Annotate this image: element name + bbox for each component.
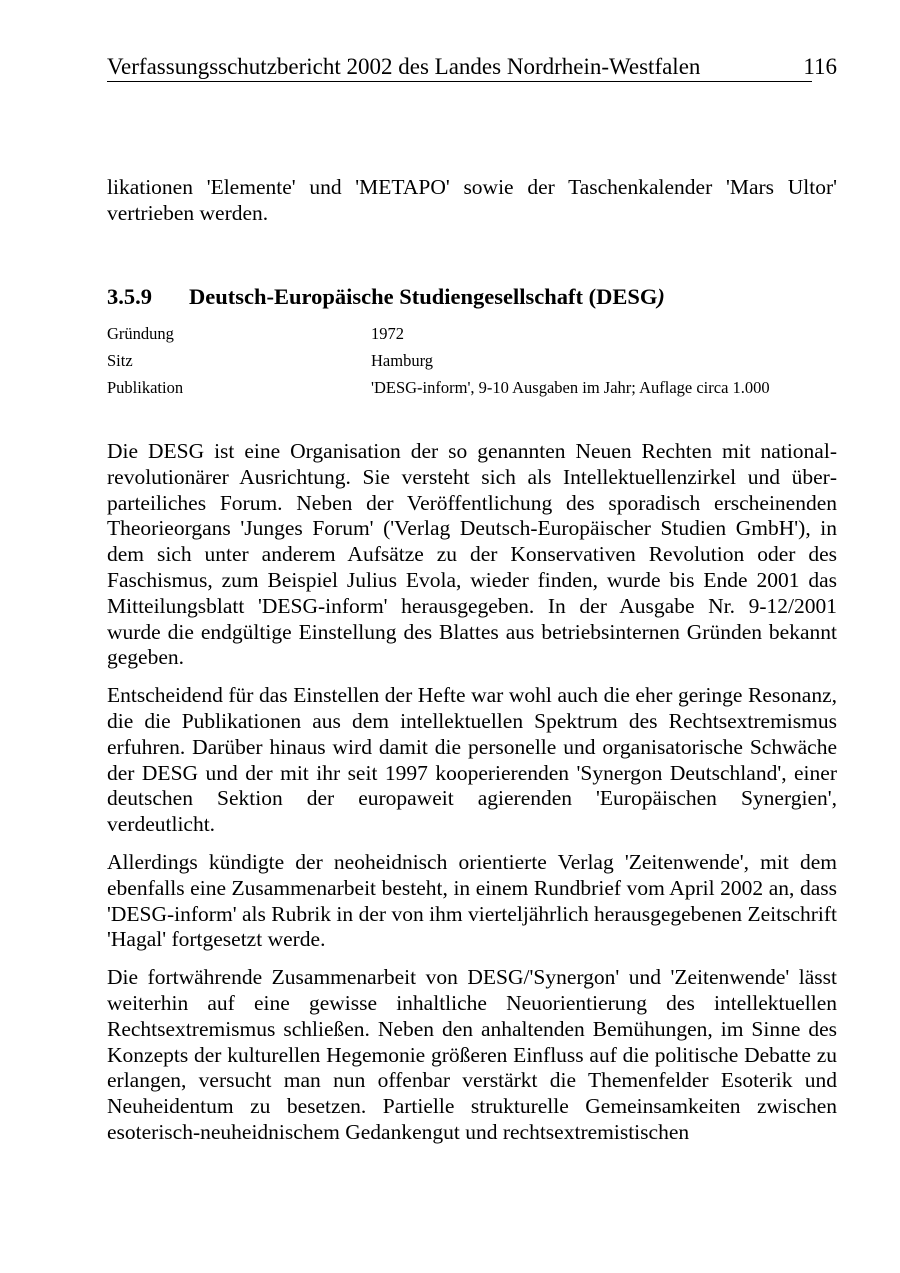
fact-row-founding <box>107 320 837 347</box>
section-title-close: ) <box>657 284 665 309</box>
header-rule <box>107 81 812 82</box>
fact-label: Sitz <box>107 351 133 370</box>
body-paragraphs <box>107 439 837 1158</box>
section-number: 3.5.9 <box>107 284 152 309</box>
fact-label: Publikation <box>107 378 184 397</box>
fact-value: 1972 <box>371 324 404 343</box>
fact-value: 'DESG-inform', 9-10 Ausgaben im Jahr; Auflage circa 1.000 <box>371 378 770 397</box>
paragraph-2: Entscheidend für das Einstellen der Hefte war wohl auch die eher geringe Resonanz, die die Publikationen aus dem intellektuellen Spektrum des Rechtsextremismus erfuhren. Darüber hinaus wird damit die personelle und organisatorische Schwäche der DESG und der mit ihr seit 1997 kooperierenden 'Synergon Deutschland', einer deutschen Sektion der europaweit agierenden 'Europäischen Synergien', verdeutlicht. <box>107 683 837 837</box>
page-body <box>107 175 837 1144</box>
paragraph-3: Allerdings kündigte der neoheidnisch orientierte Verlag 'Zeitenwende', mit dem ebenfalls eine Zusammenarbeit besteht, in einem Rundbrief vom April 2002 an, dass 'DESG-inform' als Rubrik in der von ihm vierteljährlich herausgegebenen Zeitschrift 'Hagal' fortgesetzt werde. <box>107 849 837 952</box>
continuation-paragraph: likationen 'Elemente' und 'METAPO' sowie der Taschenkalender 'Mars Ultor' vertrieben werden. <box>107 175 837 225</box>
fact-row-publication <box>107 374 837 401</box>
header-title: Verfassungsschutzbericht 2002 des Landes Nordrhein-Westfalen <box>107 54 701 79</box>
fact-label: Gründung <box>107 324 174 343</box>
paragraph-4: Die fortwährende Zusammenarbeit von DESG/'Synergon' und 'Zeitenwende' lässt weiterhin auf eine gewisse inhaltliche Neuorientierung des intellektuellen Rechtsextremismus schließen. Neben den anhaltenden Bemühungen, im Sinne des Konzepts der kulturellen Hegemonie größeren Einfluss auf die politische Debatte zu erlangen, versucht man nun offenbar verstärkt die Themenfelder Esoterik und Neuheidentum zu besetzen. Partielle strukturelle Gemeinsamkeiten zwischen esoterisch-neuheidnischem Gedankengut und rechtsextremistischen <box>107 965 837 1144</box>
paragraph-1: Die DESG ist eine Organisation der so genannten Neuen Rechten mit nationalrevolutionärer Ausrichtung. Sie versteht sich als Intellektuellenzirkel und überparteiliches Forum. Neben der Veröffentlichung des sporadisch erscheinenden Theorieorgans 'Junges Forum' ('Verlag Deutsch-Europäischer Studien GmbH'), in dem sich unter anderem Aufsätze zu der Konservativen Revolution oder des Faschismus, zum Beispiel Julius Evola, wieder finden, wurde bis Ende 2001 das Mitteilungsblatt 'DESG-inform' herausgegeben. In der Ausgabe Nr. 9-12/2001 wurde die endgültige Einstellung des Blattes aus betriebsinternen Gründen bekannt gegeben. <box>107 439 837 670</box>
section-title: Deutsch-Europäische Studiengesellschaft (DESG <box>189 284 658 309</box>
fact-value: Hamburg <box>371 351 434 370</box>
section-heading <box>107 283 665 311</box>
fact-table <box>107 320 837 401</box>
page-number: 116 <box>803 54 837 79</box>
fact-row-seat <box>107 347 837 374</box>
